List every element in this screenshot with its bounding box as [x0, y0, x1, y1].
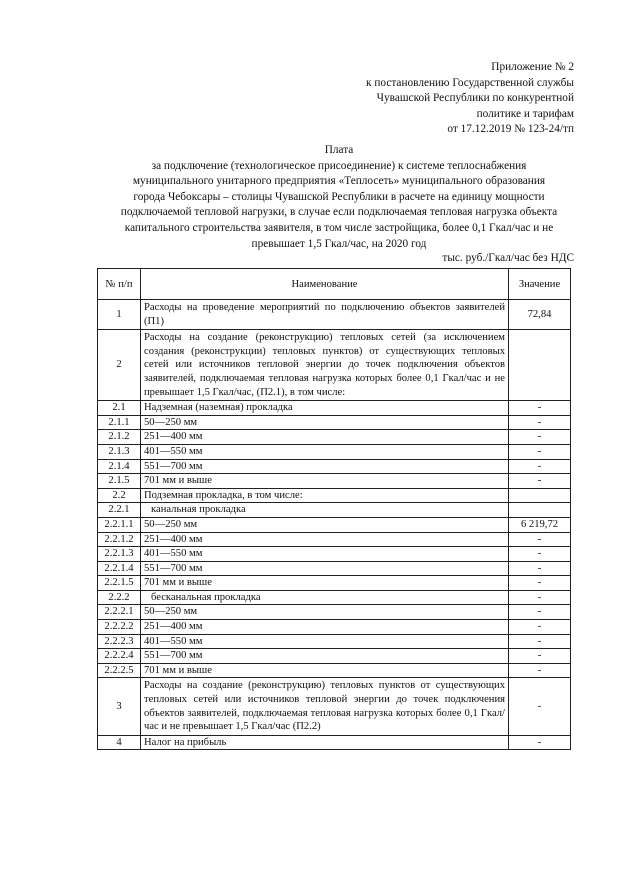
row-name: Расходы на создание (реконструкцию) тепловых пунктов от существующих тепловых сетей или источников тепловой энергии до точек подключения объектов заявителей, подключаемая тепловая нагрузка которых более 0,1 Гкал/час и не превышает 1,5 Гкал/час (П2.2)	[141, 678, 509, 735]
row-value: -	[509, 576, 571, 591]
table-row	[98, 735, 571, 750]
row-num: 4	[98, 735, 141, 750]
title-line: за подключение (технологическое присоединение) к системе теплоснабжения	[151, 159, 527, 172]
header-name: Наименование	[141, 269, 509, 300]
row-num: 2.2.1.2	[98, 532, 141, 547]
table-row	[98, 605, 571, 620]
table-row	[98, 620, 571, 635]
row-name: 251—400 мм	[141, 430, 509, 445]
table-row	[98, 430, 571, 445]
row-name: 50—250 мм	[141, 415, 509, 430]
row-name: 701 мм и выше	[141, 576, 509, 591]
appendix-line: Чувашской Республики по конкурентной	[376, 92, 574, 105]
row-num: 2.2.2.2	[98, 620, 141, 635]
row-value: -	[509, 547, 571, 562]
table-row	[98, 488, 571, 503]
row-value: -	[509, 401, 571, 416]
row-value	[509, 488, 571, 503]
row-num: 2.2.2	[98, 590, 141, 605]
row-name: Подземная прокладка, в том числе:	[141, 488, 509, 503]
row-num: 2.2.1.3	[98, 547, 141, 562]
row-name: 401—550 мм	[141, 444, 509, 459]
table-row	[98, 678, 571, 735]
table-row	[98, 503, 571, 518]
row-value: -	[509, 561, 571, 576]
row-name: 701 мм и выше	[141, 474, 509, 489]
appendix-line: Приложение № 2	[491, 61, 574, 73]
table-row	[98, 561, 571, 576]
table-row	[98, 663, 571, 678]
row-name: бесканальная прокладка	[141, 590, 509, 605]
row-num: 2.1.4	[98, 459, 141, 474]
row-num: 2.1.5	[98, 474, 141, 489]
row-num: 2.1	[98, 401, 141, 416]
row-num: 2	[98, 330, 141, 401]
row-value	[509, 330, 571, 401]
title-heading: Плата	[324, 144, 354, 156]
table-row	[98, 459, 571, 474]
title-line: подключаемой тепловой нагрузки, в случае если подключаемая тепловая нагрузка объекта	[120, 206, 558, 219]
row-num: 3	[98, 678, 141, 735]
table-row	[98, 532, 571, 547]
row-name: канальная прокладка	[141, 503, 509, 518]
appendix-line: политике и тарифам	[476, 107, 574, 120]
table-row	[98, 517, 571, 532]
row-value: 72,84	[509, 300, 571, 330]
title-line: капитального строительства заявителя, в том числе застройщика, более 0,1 Гкал/час и не	[124, 221, 554, 234]
table-header-row	[98, 269, 571, 300]
row-value: 6 219,72	[509, 517, 571, 532]
row-name: Расходы на проведение мероприятий по подключению объектов заявителей (П1)	[141, 300, 509, 330]
row-name: 50—250 мм	[141, 605, 509, 620]
title-line: города Чебоксары – столицы Чувашской Республики в расчете на единицу мощности	[133, 190, 545, 203]
row-num: 2.2.1.5	[98, 576, 141, 591]
row-num: 2.2.2.1	[98, 605, 141, 620]
row-num: 2.2.1	[98, 503, 141, 518]
fee-table	[97, 268, 571, 750]
row-name: Надземная (наземная) прокладка	[141, 401, 509, 416]
title-line: муниципального унитарного предприятия «Теплосеть» муниципального образования	[132, 175, 546, 188]
row-value: -	[509, 415, 571, 430]
row-num: 2.1.3	[98, 444, 141, 459]
header-num: № п/п	[98, 269, 141, 300]
table-row	[98, 415, 571, 430]
header-value: Значение	[509, 269, 571, 300]
table-row	[98, 576, 571, 591]
row-value: -	[509, 649, 571, 664]
table-row	[98, 649, 571, 664]
row-name: 551—700 мм	[141, 649, 509, 664]
row-name: 551—700 мм	[141, 561, 509, 576]
table-row	[98, 474, 571, 489]
appendix-line: к постановлению Государственной службы	[366, 76, 574, 89]
row-name: 251—400 мм	[141, 620, 509, 635]
row-name: 401—550 мм	[141, 634, 509, 649]
row-name: 251—400 мм	[141, 532, 509, 547]
row-num: 2.2.2.5	[98, 663, 141, 678]
table-row	[98, 330, 571, 401]
row-value: -	[509, 459, 571, 474]
row-name: 50—250 мм	[141, 517, 509, 532]
appendix-line: от 17.12.2019 № 123-24/тп	[447, 123, 574, 136]
row-value: -	[509, 663, 571, 678]
row-num: 2.2	[98, 488, 141, 503]
row-value: -	[509, 430, 571, 445]
row-value: -	[509, 634, 571, 649]
row-value: -	[509, 444, 571, 459]
table-row	[98, 634, 571, 649]
row-num: 2.1.1	[98, 415, 141, 430]
row-value: -	[509, 474, 571, 489]
row-value: -	[509, 590, 571, 605]
row-num: 1	[98, 300, 141, 330]
row-name: Налог на прибыль	[141, 735, 509, 750]
row-value: -	[509, 735, 571, 750]
title-line: превышает 1,5 Гкал/час, на 2020 год	[251, 237, 427, 250]
units-label: тыс. руб./Гкал/час без НДС	[442, 252, 574, 264]
row-name: Расходы на создание (реконструкцию) тепловых сетей (за исключением создания (реконструкции) тепловых пунктов) от существующих тепловых сетей или источников тепловой энергии до точек подключения объектов заявителей, подключаемая тепловая нагрузка которых более 0,1 Гкал/час и не превышает 1,5 Гкал/час, (П2.1), в том числе:	[141, 330, 509, 401]
table-row	[98, 300, 571, 330]
table-row	[98, 401, 571, 416]
row-name: 551—700 мм	[141, 459, 509, 474]
table-row	[98, 547, 571, 562]
document-title	[92, 143, 586, 252]
row-num: 2.2.2.3	[98, 634, 141, 649]
row-name: 701 мм и выше	[141, 663, 509, 678]
row-value: -	[509, 532, 571, 547]
table-row	[98, 590, 571, 605]
table-row	[98, 444, 571, 459]
row-value: -	[509, 605, 571, 620]
row-value: -	[509, 678, 571, 735]
row-name: 401—550 мм	[141, 547, 509, 562]
appendix-block	[366, 60, 574, 138]
row-value	[509, 503, 571, 518]
row-value: -	[509, 620, 571, 635]
row-num: 2.1.2	[98, 430, 141, 445]
row-num: 2.2.2.4	[98, 649, 141, 664]
row-num: 2.2.1.4	[98, 561, 141, 576]
row-num: 2.2.1.1	[98, 517, 141, 532]
